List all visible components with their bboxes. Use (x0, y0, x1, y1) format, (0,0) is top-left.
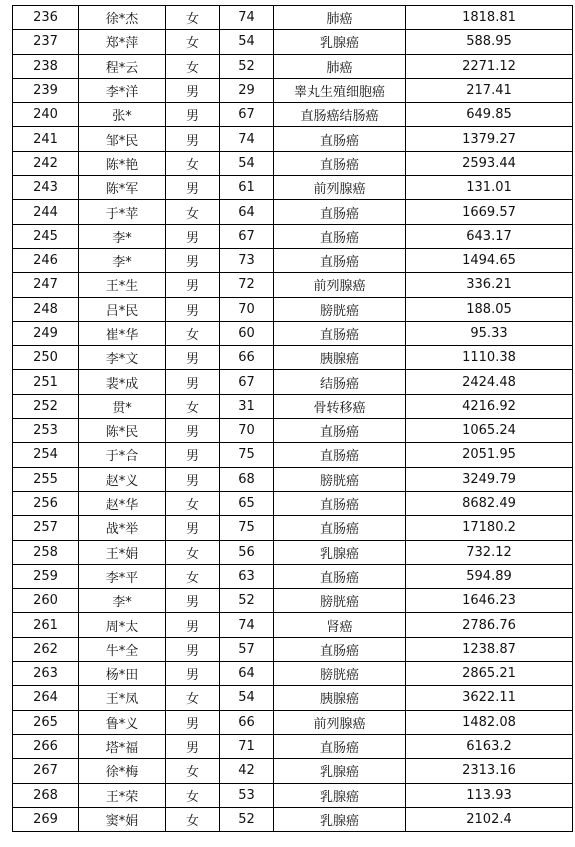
cell-cancer-type: 膀胱癌 (274, 662, 406, 686)
cell-patient-name: 赵*义 (79, 467, 166, 491)
cell-cancer-type: 结肠癌 (274, 370, 406, 394)
cell-row-number: 239 (13, 78, 79, 102)
table-row (13, 564, 573, 588)
table-row (13, 273, 573, 297)
cell-row-number: 240 (13, 103, 79, 127)
cell-row-number: 252 (13, 394, 79, 418)
cell-age: 64 (220, 200, 274, 224)
cell-cancer-type: 胰腺癌 (274, 346, 406, 370)
cell-cancer-type: 直肠癌 (274, 151, 406, 175)
table-row (13, 540, 573, 564)
cell-gender: 女 (166, 491, 220, 515)
cell-age: 60 (220, 321, 274, 345)
cell-patient-name: 战*举 (79, 516, 166, 540)
cell-cost: 1482.08 (406, 710, 573, 734)
cell-age: 75 (220, 443, 274, 467)
cell-cancer-type: 直肠癌 (274, 516, 406, 540)
cell-cancer-type: 直肠癌 (274, 224, 406, 248)
cell-age: 75 (220, 516, 274, 540)
cell-cancer-type: 骨转移癌 (274, 394, 406, 418)
cell-patient-name: 于*合 (79, 443, 166, 467)
cell-gender: 女 (166, 759, 220, 783)
cell-age: 65 (220, 491, 274, 515)
cell-age: 67 (220, 224, 274, 248)
cell-gender: 女 (166, 200, 220, 224)
cell-patient-name: 李* (79, 248, 166, 272)
cell-patient-name: 于*苹 (79, 200, 166, 224)
cell-patient-name: 王*荣 (79, 783, 166, 807)
cell-cost: 4216.92 (406, 394, 573, 418)
table-body (13, 6, 573, 832)
cell-gender: 女 (166, 686, 220, 710)
table-row (13, 491, 573, 515)
cell-cancer-type: 睾丸生殖细胞癌 (274, 78, 406, 102)
cell-gender: 男 (166, 297, 220, 321)
cell-cost: 1110.38 (406, 346, 573, 370)
cell-row-number: 256 (13, 491, 79, 515)
cell-age: 68 (220, 467, 274, 491)
cell-gender: 男 (166, 443, 220, 467)
cell-cancer-type: 胰腺癌 (274, 686, 406, 710)
cell-age: 74 (220, 613, 274, 637)
cell-cost: 113.93 (406, 783, 573, 807)
table-row (13, 807, 573, 831)
cell-cancer-type: 肺癌 (274, 54, 406, 78)
cell-age: 66 (220, 346, 274, 370)
cell-gender: 女 (166, 30, 220, 54)
table-row (13, 613, 573, 637)
cell-age: 71 (220, 734, 274, 758)
cell-gender: 男 (166, 637, 220, 661)
cell-cost: 1669.57 (406, 200, 573, 224)
table-row (13, 127, 573, 151)
cell-cost: 2271.12 (406, 54, 573, 78)
cell-gender: 男 (166, 419, 220, 443)
cell-cancer-type: 前列腺癌 (274, 176, 406, 200)
cell-row-number: 238 (13, 54, 79, 78)
cell-cancer-type: 膀胱癌 (274, 297, 406, 321)
cell-cost: 2424.48 (406, 370, 573, 394)
cell-row-number: 267 (13, 759, 79, 783)
cell-cost: 1238.87 (406, 637, 573, 661)
cell-patient-name: 杨*田 (79, 662, 166, 686)
cell-cancer-type: 直肠癌 (274, 734, 406, 758)
cell-gender: 男 (166, 248, 220, 272)
cell-age: 73 (220, 248, 274, 272)
cell-patient-name: 吕*民 (79, 297, 166, 321)
table-row (13, 443, 573, 467)
cell-cost: 1379.27 (406, 127, 573, 151)
cell-gender: 女 (166, 151, 220, 175)
cell-age: 52 (220, 54, 274, 78)
table-row (13, 297, 573, 321)
cell-row-number: 236 (13, 6, 79, 30)
cell-age: 31 (220, 394, 274, 418)
cell-cost: 1646.23 (406, 589, 573, 613)
cell-cancer-type: 乳腺癌 (274, 759, 406, 783)
cell-row-number: 245 (13, 224, 79, 248)
cell-patient-name: 鲁*义 (79, 710, 166, 734)
cell-gender: 男 (166, 589, 220, 613)
cell-gender: 男 (166, 516, 220, 540)
cell-row-number: 262 (13, 637, 79, 661)
table-row (13, 710, 573, 734)
table-row (13, 370, 573, 394)
cell-gender: 男 (166, 613, 220, 637)
cell-row-number: 258 (13, 540, 79, 564)
cell-row-number: 244 (13, 200, 79, 224)
cell-age: 54 (220, 686, 274, 710)
cell-cost: 17180.2 (406, 516, 573, 540)
cell-age: 64 (220, 662, 274, 686)
table-row (13, 54, 573, 78)
table-row (13, 248, 573, 272)
table-row (13, 321, 573, 345)
cell-gender: 男 (166, 734, 220, 758)
cell-patient-name: 周*太 (79, 613, 166, 637)
cell-row-number: 253 (13, 419, 79, 443)
cell-row-number: 249 (13, 321, 79, 345)
cell-cost: 649.85 (406, 103, 573, 127)
cell-patient-name: 王*凤 (79, 686, 166, 710)
cell-gender: 男 (166, 176, 220, 200)
cell-patient-name: 王*生 (79, 273, 166, 297)
cell-gender: 男 (166, 78, 220, 102)
cell-cost: 2051.95 (406, 443, 573, 467)
cell-cost: 6163.2 (406, 734, 573, 758)
cell-row-number: 269 (13, 807, 79, 831)
cell-age: 70 (220, 419, 274, 443)
cell-row-number: 248 (13, 297, 79, 321)
cell-cost: 1818.81 (406, 6, 573, 30)
cell-cancer-type: 直肠癌结肠癌 (274, 103, 406, 127)
cell-age: 67 (220, 370, 274, 394)
cell-gender: 男 (166, 467, 220, 491)
cell-row-number: 263 (13, 662, 79, 686)
cell-age: 72 (220, 273, 274, 297)
cell-patient-name: 李*平 (79, 564, 166, 588)
cell-age: 67 (220, 103, 274, 127)
cell-cost: 95.33 (406, 321, 573, 345)
cell-patient-name: 李*洋 (79, 78, 166, 102)
table-row (13, 662, 573, 686)
cell-age: 61 (220, 176, 274, 200)
cell-patient-name: 郑*萍 (79, 30, 166, 54)
cell-patient-name: 贯* (79, 394, 166, 418)
cell-cancer-type: 前列腺癌 (274, 273, 406, 297)
cell-patient-name: 塔*福 (79, 734, 166, 758)
cell-age: 54 (220, 30, 274, 54)
cell-row-number: 266 (13, 734, 79, 758)
cell-cancer-type: 乳腺癌 (274, 540, 406, 564)
cell-row-number: 260 (13, 589, 79, 613)
cell-cost: 2865.21 (406, 662, 573, 686)
cell-cancer-type: 直肠癌 (274, 127, 406, 151)
cell-gender: 女 (166, 564, 220, 588)
table-row (13, 103, 573, 127)
cell-gender: 男 (166, 273, 220, 297)
cell-row-number: 254 (13, 443, 79, 467)
cell-patient-name: 程*云 (79, 54, 166, 78)
cell-cancer-type: 直肠癌 (274, 321, 406, 345)
cell-gender: 男 (166, 224, 220, 248)
cell-cost: 8682.49 (406, 491, 573, 515)
cell-gender: 男 (166, 127, 220, 151)
cell-patient-name: 崔*华 (79, 321, 166, 345)
cell-cancer-type: 直肠癌 (274, 248, 406, 272)
table-row (13, 78, 573, 102)
cell-age: 56 (220, 540, 274, 564)
cell-age: 52 (220, 807, 274, 831)
cell-age: 70 (220, 297, 274, 321)
cell-patient-name: 陈*民 (79, 419, 166, 443)
cell-row-number: 257 (13, 516, 79, 540)
cell-cancer-type: 肺癌 (274, 6, 406, 30)
cell-age: 29 (220, 78, 274, 102)
cell-cost: 1065.24 (406, 419, 573, 443)
cell-age: 66 (220, 710, 274, 734)
cell-row-number: 246 (13, 248, 79, 272)
cell-cost: 188.05 (406, 297, 573, 321)
table-row (13, 151, 573, 175)
cell-age: 42 (220, 759, 274, 783)
table-row (13, 759, 573, 783)
cell-patient-name: 李*文 (79, 346, 166, 370)
cell-row-number: 261 (13, 613, 79, 637)
cell-age: 57 (220, 637, 274, 661)
cell-row-number: 250 (13, 346, 79, 370)
cell-row-number: 247 (13, 273, 79, 297)
cell-cost: 594.89 (406, 564, 573, 588)
cell-cost: 588.95 (406, 30, 573, 54)
cell-patient-name: 徐*杰 (79, 6, 166, 30)
cell-patient-name: 李* (79, 224, 166, 248)
cell-patient-name: 赵*华 (79, 491, 166, 515)
cell-age: 74 (220, 127, 274, 151)
cell-gender: 女 (166, 540, 220, 564)
cell-row-number: 251 (13, 370, 79, 394)
cell-cost: 2313.16 (406, 759, 573, 783)
cell-cost: 1494.65 (406, 248, 573, 272)
cell-gender: 男 (166, 103, 220, 127)
cell-gender: 男 (166, 662, 220, 686)
cell-gender: 男 (166, 710, 220, 734)
cell-age: 52 (220, 589, 274, 613)
cell-cost: 732.12 (406, 540, 573, 564)
cell-patient-name: 裴*成 (79, 370, 166, 394)
cell-age: 63 (220, 564, 274, 588)
cell-patient-name: 陈*艳 (79, 151, 166, 175)
cell-row-number: 265 (13, 710, 79, 734)
table-row (13, 200, 573, 224)
cell-gender: 男 (166, 370, 220, 394)
table-row (13, 6, 573, 30)
cell-gender: 女 (166, 321, 220, 345)
table-row (13, 686, 573, 710)
cell-age: 74 (220, 6, 274, 30)
table-row (13, 394, 573, 418)
table-row (13, 467, 573, 491)
cell-age: 53 (220, 783, 274, 807)
cell-patient-name: 徐*梅 (79, 759, 166, 783)
cell-cost: 131.01 (406, 176, 573, 200)
cell-cancer-type: 前列腺癌 (274, 710, 406, 734)
table-row (13, 734, 573, 758)
cell-cost: 217.41 (406, 78, 573, 102)
cell-cancer-type: 肾癌 (274, 613, 406, 637)
cell-cost: 2102.4 (406, 807, 573, 831)
cell-cost: 2593.44 (406, 151, 573, 175)
table-row (13, 346, 573, 370)
table-row (13, 783, 573, 807)
cell-cost: 336.21 (406, 273, 573, 297)
table-row (13, 516, 573, 540)
table-row (13, 589, 573, 613)
patient-table (12, 5, 573, 832)
cell-gender: 女 (166, 783, 220, 807)
cell-row-number: 237 (13, 30, 79, 54)
cell-gender: 女 (166, 54, 220, 78)
cell-age: 54 (220, 151, 274, 175)
cell-patient-name: 王*娟 (79, 540, 166, 564)
cell-cancer-type: 直肠癌 (274, 491, 406, 515)
cell-cost: 643.17 (406, 224, 573, 248)
cell-row-number: 241 (13, 127, 79, 151)
cell-cancer-type: 直肠癌 (274, 200, 406, 224)
cell-patient-name: 窦*娟 (79, 807, 166, 831)
cell-cancer-type: 直肠癌 (274, 443, 406, 467)
cell-row-number: 242 (13, 151, 79, 175)
cell-patient-name: 牛*全 (79, 637, 166, 661)
table-row (13, 637, 573, 661)
cell-cost: 2786.76 (406, 613, 573, 637)
cell-row-number: 243 (13, 176, 79, 200)
cell-cancer-type: 膀胱癌 (274, 467, 406, 491)
cell-gender: 女 (166, 394, 220, 418)
cell-row-number: 255 (13, 467, 79, 491)
cell-cancer-type: 乳腺癌 (274, 807, 406, 831)
cell-patient-name: 李* (79, 589, 166, 613)
cell-gender: 女 (166, 807, 220, 831)
cell-gender: 女 (166, 6, 220, 30)
table-row (13, 224, 573, 248)
cell-row-number: 264 (13, 686, 79, 710)
cell-row-number: 268 (13, 783, 79, 807)
cell-cancer-type: 乳腺癌 (274, 783, 406, 807)
cell-cancer-type: 膀胱癌 (274, 589, 406, 613)
cell-row-number: 259 (13, 564, 79, 588)
cell-patient-name: 陈*军 (79, 176, 166, 200)
cell-cost: 3249.79 (406, 467, 573, 491)
cell-patient-name: 张* (79, 103, 166, 127)
cell-cancer-type: 直肠癌 (274, 637, 406, 661)
cell-cancer-type: 乳腺癌 (274, 30, 406, 54)
table-row (13, 176, 573, 200)
cell-gender: 男 (166, 346, 220, 370)
cell-cancer-type: 直肠癌 (274, 564, 406, 588)
cell-cancer-type: 直肠癌 (274, 419, 406, 443)
table-row (13, 419, 573, 443)
cell-patient-name: 邹*民 (79, 127, 166, 151)
cell-cost: 3622.11 (406, 686, 573, 710)
table-row (13, 30, 573, 54)
